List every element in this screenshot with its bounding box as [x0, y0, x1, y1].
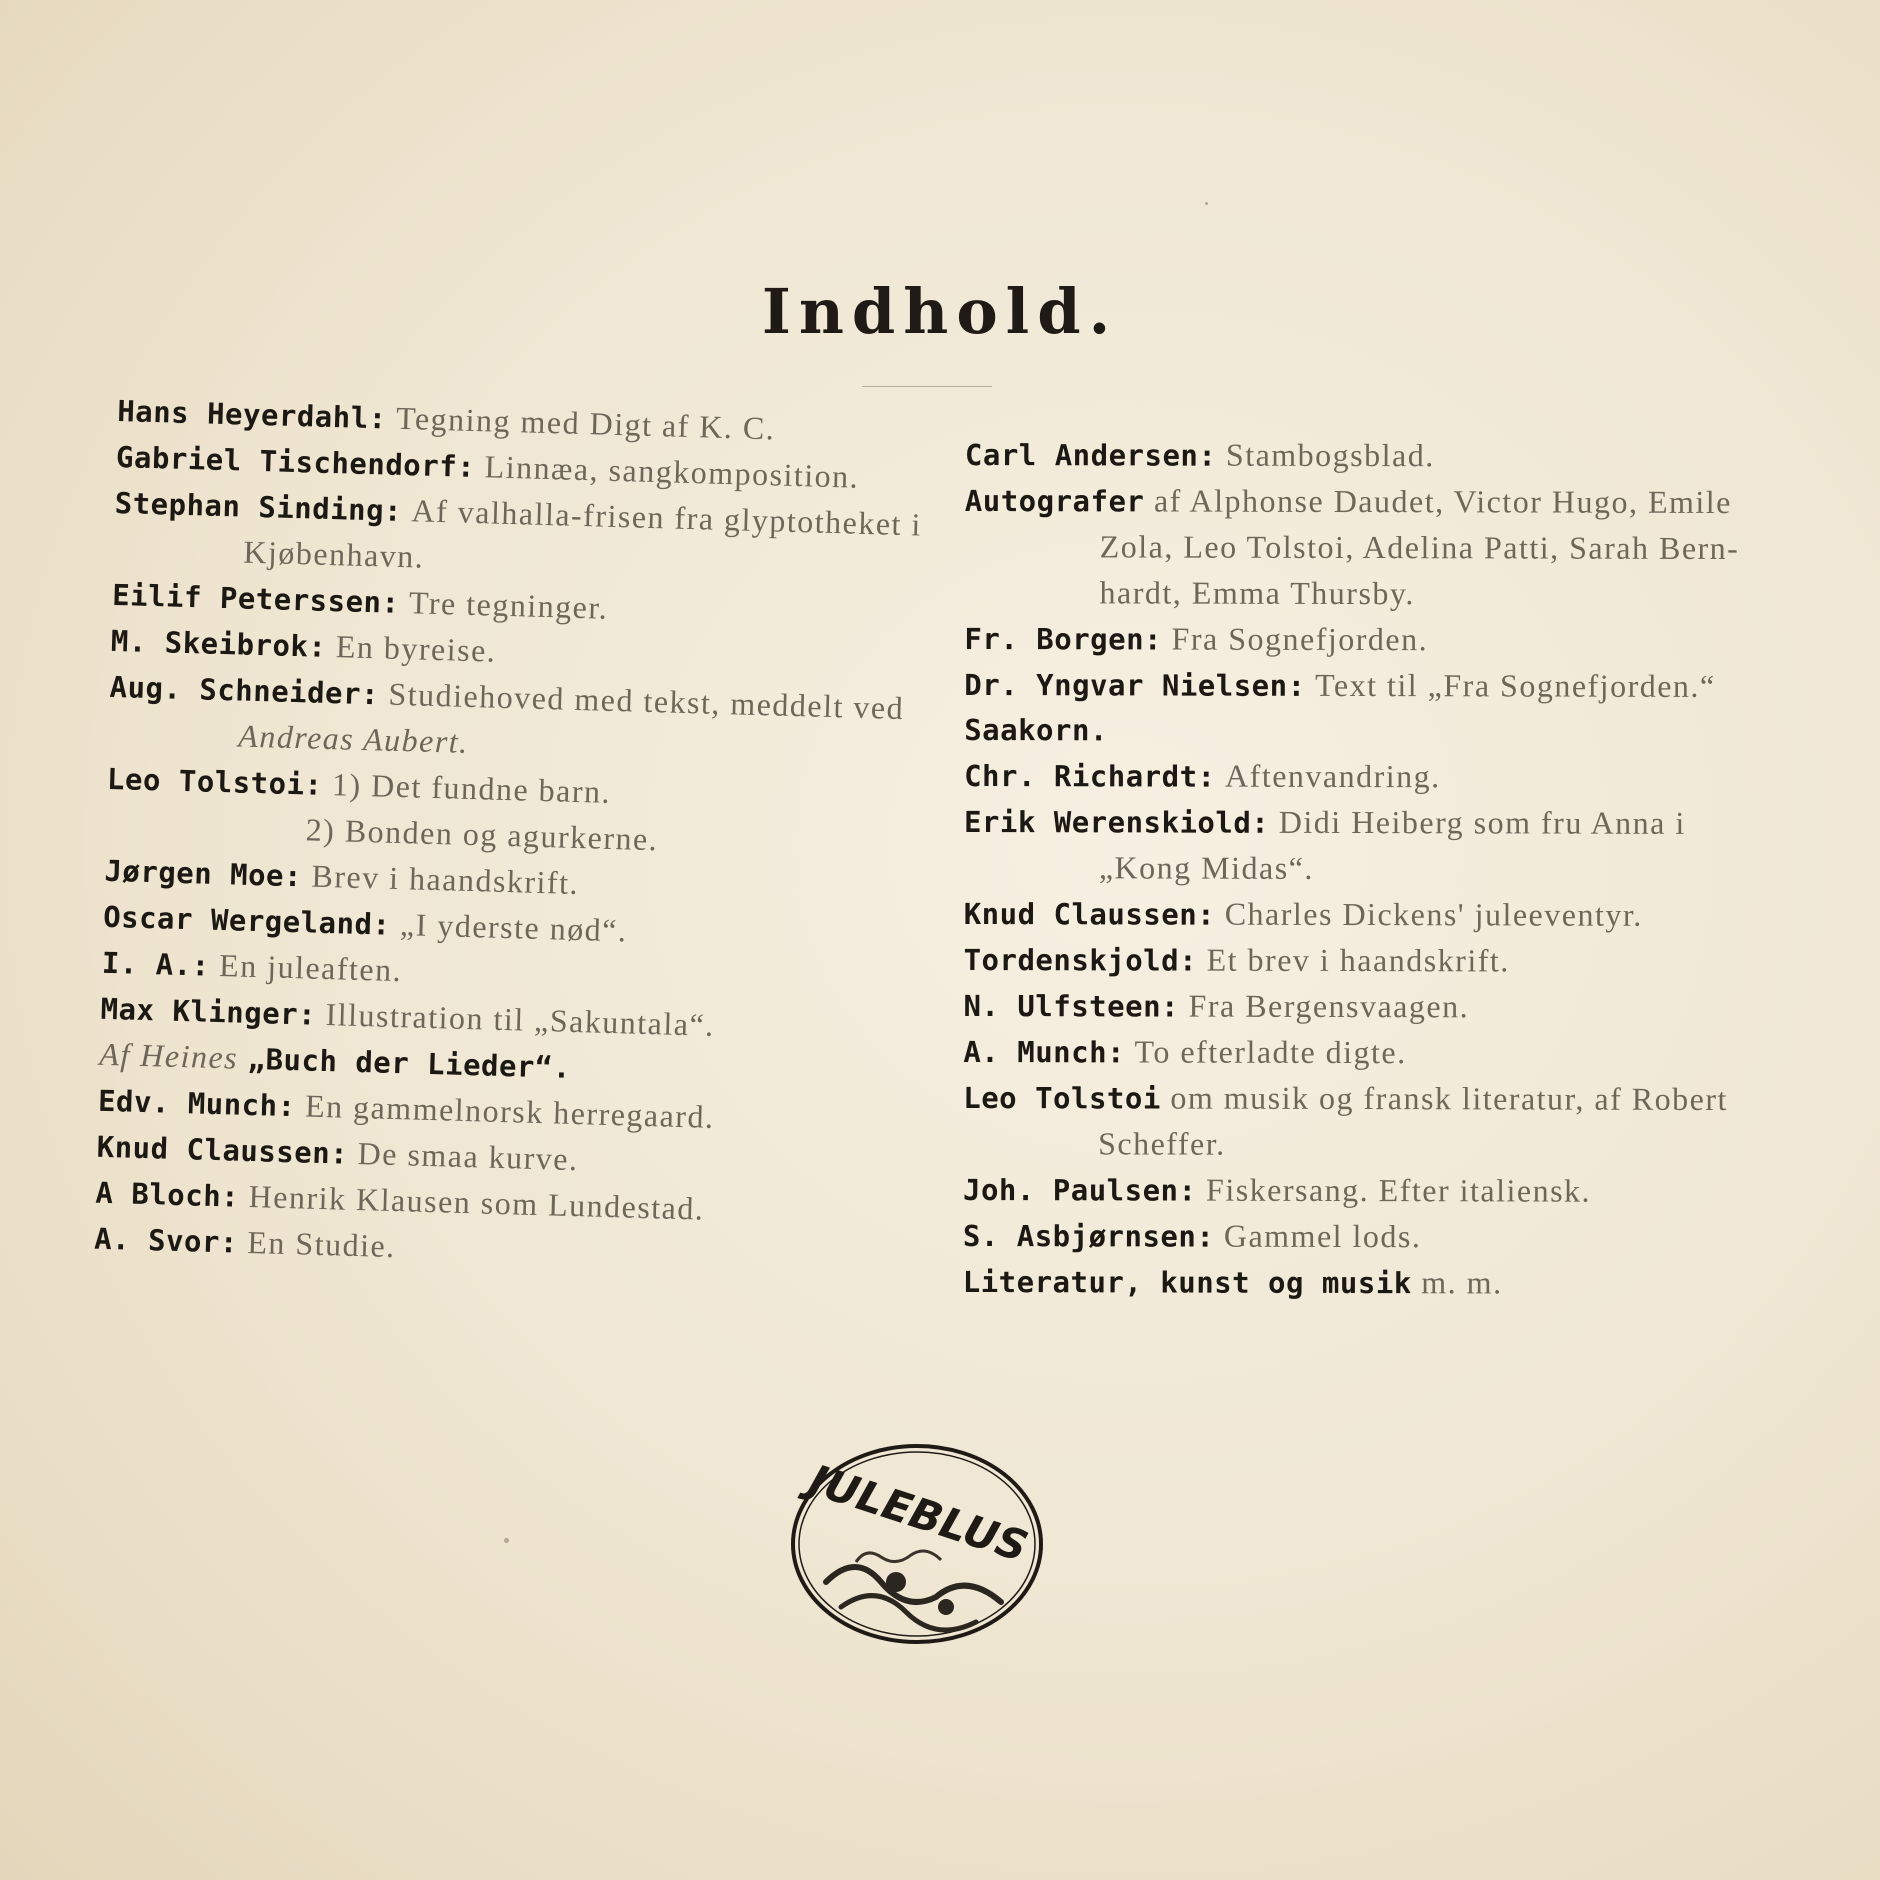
right-column	[963, 432, 1825, 1307]
toc-author: Jørgen Moe:	[104, 853, 303, 894]
toc-work: Studiehoved med tekst, meddelt ved	[388, 675, 905, 727]
toc-work: Tegning med Digt af K. C.	[395, 399, 776, 447]
toc-author: Fr. Borgen:	[964, 621, 1163, 657]
toc-author: Max Klinger:	[100, 991, 317, 1032]
page-title: Indhold.	[761, 275, 1119, 348]
toc-author: Leo Tolstoi:	[106, 761, 323, 802]
toc-work: Text til „Fra Sognefjorden.“	[1315, 666, 1716, 704]
toc-work: „I yderste nød“.	[399, 906, 628, 949]
toc-author: M. Skeibrok:	[110, 623, 327, 664]
toc-entry	[963, 1075, 1823, 1123]
toc-author: Knud Claussen:	[963, 896, 1216, 932]
toc-work-continued: hardt, Emma Thursby.	[1099, 574, 1415, 612]
toc-entry	[963, 1029, 1823, 1077]
toc-author: Hans Heyerdahl:	[116, 393, 388, 436]
toc-continuation	[965, 570, 1825, 618]
toc-work: Fiskersang. Efter italiensk.	[1206, 1171, 1592, 1209]
left-column	[93, 388, 923, 1284]
toc-author: Dr. Yngvar Nielsen:	[964, 667, 1306, 703]
toc-entry	[963, 983, 1823, 1031]
toc-entry	[964, 891, 1824, 939]
toc-work: To efterladte digte.	[1134, 1033, 1407, 1071]
toc-entry	[965, 478, 1825, 526]
toc-work: En gammelnorsk herregaard.	[304, 1087, 716, 1135]
toc-work: Aftenvandring.	[1225, 757, 1441, 795]
toc-work: Illustration til „Sakuntala“.	[325, 996, 716, 1043]
toc-work: Stambogsblad.	[1225, 436, 1435, 474]
toc-author: A Bloch:	[95, 1175, 240, 1214]
toc-work: af Alphonse Daudet, Victor Hugo, Emile	[1153, 482, 1732, 521]
toc-work: Tre tegninger.	[408, 584, 609, 626]
toc-work: En juleaften.	[218, 947, 403, 989]
paper-speck	[1205, 202, 1208, 205]
toc-work: Brev i haandskrift.	[311, 857, 580, 902]
toc-work: En Studie.	[246, 1223, 397, 1265]
title-rule	[862, 386, 992, 387]
toc-author: Carl Andersen:	[964, 437, 1217, 473]
toc-work: 1) Det fundne barn.	[331, 766, 612, 810]
toc-work-continued: Kjøbenhavn.	[242, 533, 425, 575]
toc-work: Didi Heiberg som fru Anna i	[1278, 803, 1686, 841]
toc-author: I. A.:	[101, 945, 211, 983]
toc-work: Linnæa, sangkomposition.	[484, 448, 860, 495]
toc-work-continued: „Kong Midas“.	[1098, 849, 1314, 886]
toc-continuation	[963, 1121, 1823, 1169]
toc-work: Et brev i haandskrift.	[1206, 941, 1510, 979]
toc-work: Henrik Klausen som Lundestad.	[248, 1177, 705, 1227]
toc-author: Tordenskjold:	[963, 942, 1198, 978]
toc-author: Aug. Schneider:	[109, 669, 380, 712]
toc-author: Autografer	[964, 483, 1145, 519]
toc-author: Stephan Sinding:	[114, 485, 403, 528]
toc-author: Joh. Paulsen:	[962, 1172, 1197, 1208]
toc-entry	[964, 799, 1824, 847]
toc-author: Erik Werenskiold:	[963, 804, 1270, 840]
toc-entry	[963, 1167, 1823, 1215]
toc-work: Gammel lods.	[1223, 1217, 1422, 1255]
toc-author: Saakorn.	[964, 712, 1108, 748]
toc-entry	[964, 616, 1824, 664]
paper-speck	[504, 1538, 509, 1543]
toc-work: m. m.	[1421, 1264, 1503, 1301]
toc-work: De smaa kurve.	[357, 1134, 580, 1178]
toc-work-continued: Andreas Aubert.	[237, 717, 470, 760]
toc-entry	[964, 753, 1824, 801]
toc-entry	[964, 662, 1824, 710]
toc-work-continued: 2) Bonden og agurkerne.	[305, 811, 659, 858]
toc-author: Eilif Peterssen:	[111, 577, 400, 620]
toc-author: N. Ulfsteen:	[963, 988, 1180, 1024]
toc-continuation	[965, 524, 1825, 572]
toc-work-continued: Zola, Leo Tolstoi, Adelina Patti, Sarah Bern-	[1099, 528, 1740, 567]
julebluus-emblem-icon	[786, 1432, 1048, 1654]
toc-work: Fra Sognefjorden.	[1171, 620, 1429, 658]
toc-author: Literatur, kunst og musik	[962, 1264, 1412, 1301]
toc-author: Gabriel Tischendorf:	[115, 439, 476, 484]
toc-author: Knud Claussen:	[96, 1129, 349, 1171]
toc-work: Fra Bergensvaagen.	[1188, 987, 1470, 1025]
toc-author: Leo Tolstoi	[963, 1080, 1161, 1116]
toc-work: om musik og fransk literatur, af Robert	[1170, 1079, 1728, 1117]
toc-work-continued: Scheffer.	[1098, 1125, 1226, 1162]
toc-author: S. Asbjørnsen:	[962, 1218, 1215, 1254]
toc-work: „Buch der Lieder“.	[247, 1041, 572, 1085]
toc-continuation	[964, 845, 1824, 893]
toc-entry	[963, 1259, 1823, 1307]
toc-entry	[964, 708, 1824, 755]
toc-entry	[963, 1213, 1823, 1261]
toc-work: En byreise.	[335, 628, 497, 669]
toc-work: Af valhalla-frisen fra glyptotheket i	[411, 492, 923, 543]
toc-entry	[965, 432, 1825, 480]
toc-author: Chr. Richardt:	[964, 758, 1216, 794]
toc-author: Oscar Wergeland:	[102, 899, 391, 942]
toc-author: A. Munch:	[963, 1034, 1126, 1070]
toc-author: Edv. Munch:	[97, 1083, 297, 1124]
emblem-text: JULEBLUS	[803, 1454, 1034, 1572]
toc-author: Af Heines	[98, 1035, 239, 1076]
toc-entry	[964, 937, 1824, 985]
toc-author: A. Svor:	[93, 1221, 239, 1260]
toc-work: Charles Dickens' juleeventyr.	[1224, 895, 1643, 933]
